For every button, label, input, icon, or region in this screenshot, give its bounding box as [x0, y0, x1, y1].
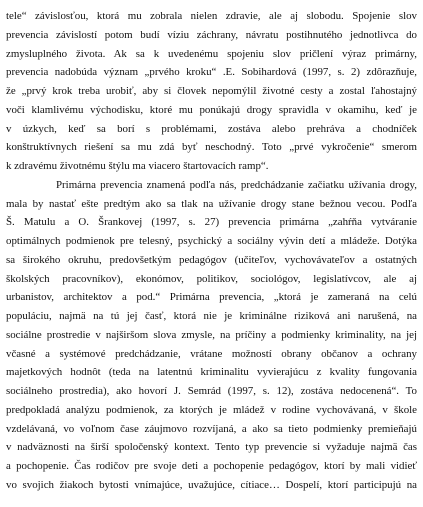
text-line: Š. Matulu a O. Šrankovej (1997, s. 27) prevencia primárna „zahŕňa vytváranie [6, 216, 417, 229]
text-line: sociálne prostredie v najširšom slova zmysle, na príčiny a podmienky kriminality, na jej [6, 328, 417, 341]
text-line: prevencia nadobúda význam „prvého kroku“ .E. Sobihardová (1997, s. 2) zdôrazňuje, [6, 66, 417, 79]
text-line: mala by nastať ešte predtým ako sa tlak na užívanie drogy stane bežnou vecou. Podľa [6, 197, 417, 210]
text-line: prevencia závislostí potom budí víziu záchrany, návratu postihnutého jednotlivca do [6, 28, 417, 41]
text-line: a pochopenie. Čas rodičov pre svoje deti a pochopenie pedagógov, ktorí by mali vidieť [6, 460, 417, 472]
text-line: zmysluplného života. Ak sa k uvedenému spojeniu slov pričlení výraz primárny, [6, 47, 417, 60]
text-line: v nadväznosti na širší spoločenský kontext. Tento typ prevencie si vyžaduje najmä čas [6, 441, 417, 454]
document-page [6, 7, 417, 495]
text-line: k zdravému životnému štýlu ma viacero štartovacích ramp“. [6, 160, 269, 172]
text-line: optimálnych podmienok pre telesný, psychický a sociálny vývin detí a mládeže. Dotýka [6, 235, 417, 247]
text-line: populáciu, najmä na tú jej časť, ktorá nie je kriminálne riziková ani narušená, na [6, 310, 417, 322]
text-line: tele“ závislosťou, ktorá mu zobrala nielen zdravie, ale aj slobodu. Spojenie slov [6, 10, 417, 22]
text-line: urbanistov, architektov a pod.“ Primárna prevencia, „ktorá je zameraná na celú [6, 291, 417, 304]
text-line: voči klamlivému východisku, ktoré mu ponúkajú drogy spravidla v okamihu, keď je [6, 103, 417, 116]
text-line: v úzkych, keď sa borí s problémami, zostáva alebo prehráva a chodníček [6, 122, 417, 135]
text-line: konštruktívnych riešení sa mu zdá byť neschodný. Toto „prvé vykročenie“ smerom [6, 141, 417, 154]
text-line: že „prvý krok treba urobiť, aby si človek nepomýlil životné cesty a zostal ľahostajný [6, 85, 417, 97]
text-line: vzdelávaná, vo voľnom čase záujmovo rozvíjaná, a ako sa tieto podmienky premieňajú [6, 422, 417, 435]
text-line: sociálneho prostredia), ako hovorí J. Semrád (1997, s. 12), zostáva nedocenená“. To [6, 385, 417, 397]
text-line: vo svojich žiakoch bytosti vnímajúce, uvažujúce, cítiace… Dospelí, ktorí participujú na [6, 478, 417, 491]
text-line: školských pracovníkov), ekonómov, politikov, sociológov, legislatívcov, ale aj [6, 272, 417, 285]
paragraph-first-line: Primárna prevencia znamená podľa nás, predchádzanie začiatku užívania drogy, [56, 178, 417, 191]
text-line: včasné a systémové predchádzanie, vrátane možností obrany občanov a ochrany [6, 347, 417, 360]
text-line: majetkových hodnôt (teda na latentnú kriminalitu vyvierajúcu z kvality fungovania [6, 366, 417, 379]
text-line: predpokladá analýzu podmienok, za ktorých je mládež v rodine vychovávaná, v škole [6, 403, 417, 416]
text-line: sa širokého okruhu, predovšetkým pedagógov (učiteľov, vychovávateľov a ostatných [6, 253, 417, 266]
